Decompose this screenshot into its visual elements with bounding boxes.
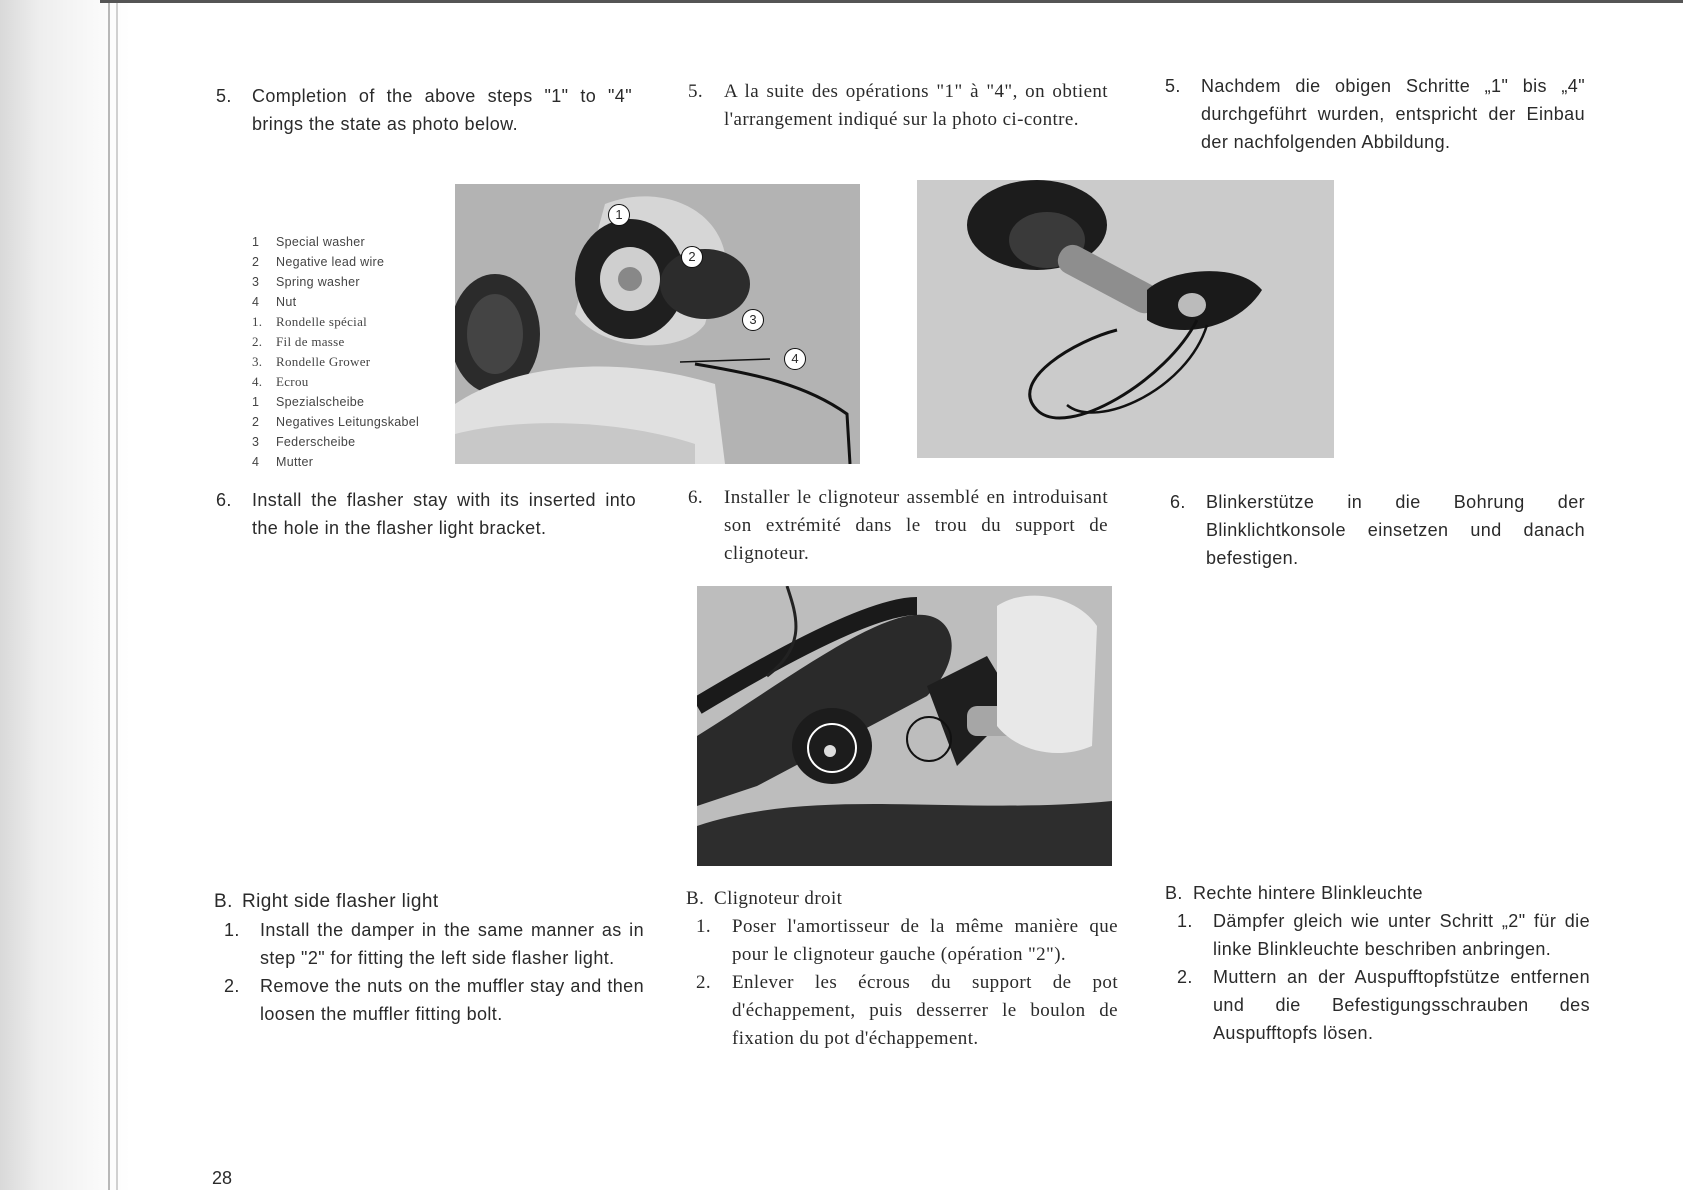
- list-item: 2. Muttern an der Auspufftopfstütze entfernen und die Befestigungsschrauben des Auspufftopfs lösen.: [1177, 967, 1590, 1043]
- legend-item: 3 Spring washer: [252, 275, 360, 289]
- fr-step-5: [688, 78, 1108, 134]
- list-item: 2. Remove the nuts on the muffler stay and then loosen the muffler fitting bolt.: [224, 976, 644, 1024]
- legend-english: [252, 232, 419, 312]
- photo-flasher-installation: [697, 586, 1112, 866]
- section-heading: B. Right side flasher light: [214, 891, 439, 912]
- de-step-6: [1170, 488, 1585, 572]
- step-number: 6.: [1170, 492, 1186, 512]
- list-item: 1. Dämpfer gleich wie unter Schritt „2" für die linke Blinkleuchte beschriben anbringen.: [1177, 911, 1590, 959]
- legend-item: 1 Special washer: [252, 235, 365, 249]
- legend-item: 3. Rondelle Grower: [252, 354, 371, 369]
- binding-edge-line: [116, 0, 118, 1190]
- legend-item: 1. Rondelle spécial: [252, 314, 368, 329]
- list-item: 1. Poser l'amortisseur de la même manière que pour le clignoteur gauche (opération "2").: [696, 916, 1118, 965]
- legend-item: 3 Federscheibe: [252, 435, 356, 449]
- photo-assembled-flasher: [917, 180, 1334, 458]
- fr-section-b: [686, 885, 1118, 1053]
- photo-illustration: [917, 180, 1334, 458]
- callout-4: 4: [784, 348, 806, 370]
- de-section-b: [1165, 879, 1590, 1047]
- callout-1: 1: [608, 204, 630, 226]
- step-number: 6.: [688, 487, 704, 508]
- step-text: Nachdem die obigen Schritte „1" bis „4" durchgeführt wurden, entspricht der Einbau der nachfolgenden Abbildung.: [1201, 76, 1585, 152]
- section-heading: B. Clignoteur droit: [686, 888, 843, 909]
- photo-flasher-assembly: [455, 184, 860, 464]
- legend-item: 4 Nut: [252, 295, 297, 309]
- callout-3: 3: [742, 309, 764, 331]
- callout-2: 2: [681, 246, 703, 268]
- step-number: 5.: [1165, 76, 1181, 96]
- step-number: 6.: [216, 490, 232, 510]
- step-text: Installer le clignoteur assemblé en introduisant son extrémité dans le trou du support de clignoteur.: [724, 487, 1108, 564]
- legend-item: 4 Mutter: [252, 455, 314, 469]
- step-text: A la suite des opérations "1" à "4", on obtient l'arrangement indiqué sur la photo ci-contre.: [724, 81, 1108, 130]
- legend-item: 2. Fil de masse: [252, 334, 345, 349]
- section-heading: B. Rechte hintere Blinkleuchte: [1165, 883, 1423, 903]
- step-number: 5.: [216, 86, 232, 106]
- binding-edge-line: [108, 0, 110, 1190]
- page-top-edge: [100, 0, 1683, 3]
- en-step-5: [216, 82, 632, 138]
- step-text: Blinkerstütze in die Bohrung der Blinklichtkonsole einsetzen und danach befestigen.: [1206, 492, 1585, 568]
- legend-item: 4. Ecrou: [252, 374, 309, 389]
- list-item: 2. Enlever les écrous du support de pot d'échappement, puis desserrer le boulon de fixation du pot d'échappement.: [696, 972, 1118, 1049]
- en-section-b: [214, 888, 644, 1028]
- legend-german: [252, 392, 419, 472]
- fr-step-6: [688, 484, 1108, 568]
- legend-item: 2 Negatives Leitungskabel: [252, 415, 420, 429]
- page-number: 28: [212, 1168, 233, 1188]
- book-binding-shadow: [0, 0, 130, 1190]
- legend-item: 2 Negative lead wire: [252, 255, 385, 269]
- legend-item: 1 Spezialscheibe: [252, 395, 365, 409]
- legend-french: [252, 312, 419, 392]
- photo-illustration: [455, 184, 860, 464]
- step-number: 5.: [688, 81, 704, 102]
- de-step-5: [1165, 72, 1585, 156]
- en-step-6: [216, 486, 636, 542]
- step-text: Install the flasher stay with its inserted into the hole in the flasher light bracket.: [252, 490, 636, 538]
- photo-illustration: [697, 586, 1112, 866]
- list-item: 1. Install the damper in the same manner as in step "2" for fitting the left side flasher light.: [224, 920, 644, 968]
- parts-legend: [252, 232, 419, 472]
- step-text: Completion of the above steps "1" to "4" brings the state as photo below.: [252, 86, 632, 134]
